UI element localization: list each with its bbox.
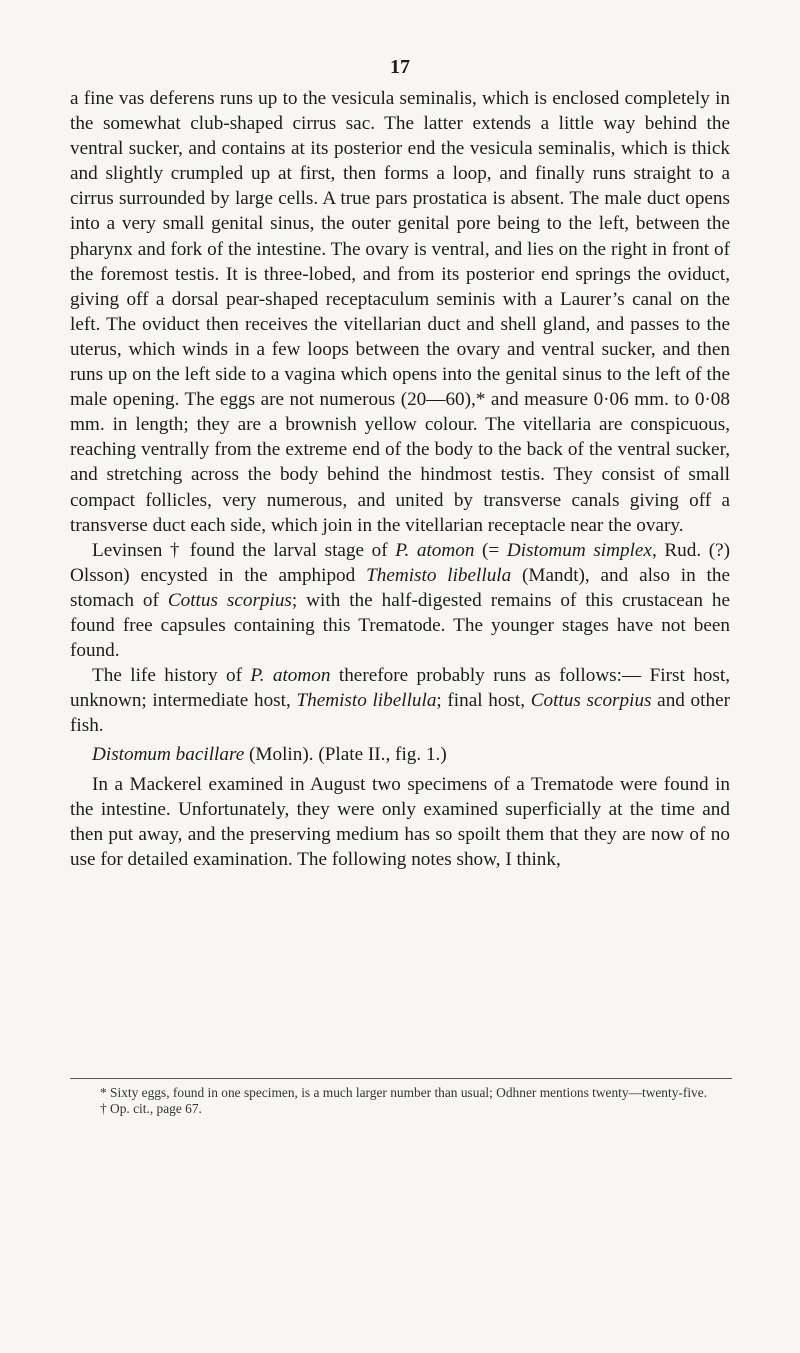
- species-name: Cottus scorpius: [167, 589, 292, 611]
- body-text: [70, 86, 730, 872]
- page-number: 17: [390, 56, 410, 78]
- paragraph-levinsen: [70, 538, 730, 663]
- text-run: The life history of: [92, 665, 251, 687]
- species-name: Themisto libellula: [366, 564, 512, 586]
- species-name: P. atomon: [395, 539, 475, 561]
- text-run: (Mandt), and also in the stomach of: [70, 564, 731, 611]
- species-name: Cottus scorpius: [530, 690, 652, 712]
- paragraph-mackerel: In a Mackerel examined in August two specimens of a Trematode were found in the intestine. Unfortunately, they were only examined superficially at the time and then put away, and the preserving medium has so spoilt them that they are now of no use for detailed examination. The following notes show, I think,: [70, 773, 730, 870]
- text-run: ; final host,: [436, 690, 531, 712]
- paragraph-anatomy: a fine vas deferens runs up to the vesicula seminalis, which is enclosed completely in the somewhat club-shaped cirrus sac. The latter extends a little way behind the ventral sucker, and contains at its posterior end the vesicula seminalis, which is thick and slightly crumpled up at first, then forms a loop, and finally runs straight to a cirrus surrounded by large cells. A true pars prostatica is absent. The male duct opens into a very small genital sinus, the outer genital pore being to the left, between the pharynx and fork of the intestine. The ovary is ventral, and lies on the right in front of the foremost testis. It is three-lobed, and from its posterior end springs the oviduct, giving off a dorsal pear-shaped receptaculum seminis with a Laurer’s canal on the left. The oviduct then receives the vitellarian duct and shell gland, and passes to the uterus, which winds in a few loops between the ovary and ventral sucker, and then runs up on the left side to a vagina which opens into the genital sinus to the left of the male opening. The eggs are not numerous (20—60),* and measure 0·06 mm. to 0·08 mm. in length; they are a brownish yellow colour. The vitellaria are conspicuous, reaching ventrally from the extreme end of the body to the back of the ventral sucker, and stretching across the body behind the hindmost testis. They consist of small compact follicles, very numerous, and united by transverse canals giving off a transverse duct each side, which join in the vitellarian receptacle near the ovary.: [70, 88, 730, 536]
- text-run: , Rud. (?) Olsson) encysted in the amphipod: [70, 539, 731, 586]
- footnote-rule: [70, 1078, 732, 1079]
- text-run: Levinsen † found the larval stage of: [92, 539, 396, 561]
- footnote-2: † Op. cit., page 67.: [100, 1100, 202, 1116]
- text-run: (=: [474, 539, 507, 561]
- text-run: therefore probably runs as follows:— First host, unknown; intermediate host,: [70, 665, 730, 712]
- footnote-1: * Sixty eggs, found in one specimen, is a much larger number than usual; Odhner mentions twenty—twenty-five.: [100, 1085, 708, 1100]
- paragraph-life-history: [70, 663, 730, 738]
- species-name: P. atomon: [250, 665, 331, 687]
- footnotes: [70, 1085, 730, 1116]
- species-name: Distomum simplex: [506, 539, 652, 561]
- text-run: (Molin). (Plate II., fig. 1.): [244, 744, 447, 766]
- species-name: Themisto libellula: [296, 690, 437, 712]
- text-run: and other fish.: [70, 690, 730, 737]
- species-name: Distomum bacillare: [92, 744, 245, 766]
- section-heading: [70, 742, 730, 767]
- text-run: ; with the half-digested remains of this crustacean he found free capsules containing this Trematode. The younger stages have not been found.: [70, 589, 730, 662]
